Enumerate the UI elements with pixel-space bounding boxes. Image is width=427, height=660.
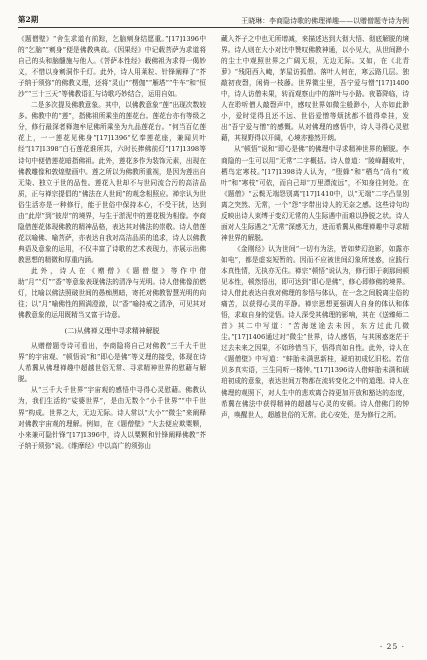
right-column xyxy=(221,34,409,634)
left-column xyxy=(18,34,206,634)
body-paragraph: 藏入芥子之中也无所增减，来描述达到大彻大悟、彻底解脱的境界。诗人则在大小对比中赞叹佛教神通，以小见大，从世间渺小的尘土中观照世界之广阔无垠，无边无际。又如，在《北青萝》“残阳西入崦，茅屋访孤僧。落叶人何在，寒云路几层。独敲初夜磬，闲倚一枝藤。世界微尘里，吾宁爱与憎”[17]1400中，诗人访僧未果，转而观察山中的落叶与小路。夜幕降临，诗人在聆听僧人敲磬声中，感叹世界如微尘般渺小，人亦如此渺小，爱时觉得且还不远、世俗爱憎等烦扰都不值得牵挂，发出“吾宁爱与憎”的感慨。从对佛理的感悟中，诗人寻得心灵慰藉，其视野得以开阔，心境亦豁然开朗。 xyxy=(221,35,409,143)
body-paragraph: 二是多次提及佛教意象。其中，以佛教意象“莲”出现次数较多。佛教中的“莲”，指佛祖所乘坐的莲花台。莲花台亦有等级之分，修行最深者释迦牟尼佛所乘坐为九品莲花台。“何当百亿莲花上，一一莲花见佛身”[17]1396“忆奉莲花座，兼闻贝叶经”[17]1398“白石莲花谁所共，六时长捧佛前灯”[17]1398等诗句中便借莲花暗指佛祖。此外，莲花多作为装饰元素，出现在佛教雕像和敦煌壁画中。莲之所以为佛教所重视，是因为莲出自无染、独立于世的品性。莲花入世却不与世同流合污的高洁品质，正与禅宗提倡的“佛法在人世间”的观念相照应。禅宗认为世俗生活亦是一种修行，能于世俗中保持本心，不受干扰，达到由“此岸”到“彼岸”的境界，与生于淤泥中的莲花极为相像。李商隐借莲花体现佛教的精神品格，表达其对佛法的崇敬。诗人借莲花以喻佛、喻菩萨，亦表达自我对高洁品质的追求，诗人以佛教典语及意象的运用，不仅丰富了诗歌的艺术表现力，亦展示出佛教思想的精微和厚重内涵。 xyxy=(18,101,206,264)
running-title: 王晓琳：李商隐诗歌的佛理禅趣——以赠僧题寺诗为例 xyxy=(241,17,409,25)
section-heading: (二)从佛禅义理中寻求精神解脱 xyxy=(64,327,160,336)
article-body xyxy=(18,34,409,634)
body-paragraph: 从“顿悟”说和“即心是佛”的佛理中寻求精神世界的解脱。李商隐的一生可以用“无常”二字概括。诗人曾道：“陵峰翻败叶，栖鸟定寒枝。”[17]1398诗人认为，“堕蜂”和“栖鸟”尚有“败叶”和“寒枝”可依，而自己却“万里漂流远”，不知身往何处。在《题僧》“云鬓无端怨别离”[17]1410中，以“无端”二字凸显别离之突然、无常，一个“怨”字带出诗人的无奈之感。这些诗句均反映出诗人束缚于变幻无常的人生际遇中而难以挣脱之状。诗人面对人生际遇之“无常”深感无力，进而希冀从佛理禅趣中寻求精神世界的解脱。 xyxy=(221,145,409,242)
running-header xyxy=(18,8,409,28)
body-paragraph: 《题僧壁》“舍生求道有前踪，乞脑剜身结愿重。”[17]1396中的“乞脑”“剜身”便是佛教典故。《因果经》中记载菩萨为求道将自己的头和脑髓施与他人。《菩萨本性经》载佛祖为求得一偈妙义，不惜以身剜洞作千灯。此外，诗人用莱粒、针锋阐释了“芥子纳于须弥”的佛教义理，还将“灵山”“楞伽”“雁塔”“牛车”和“恒沙”“三十三天”等佛教语汇与诗歌巧妙结合，运用自如。 xyxy=(18,35,206,99)
body-paragraph: 《金刚经》认为世间“一切有为法，皆如梦幻泡影，如露亦如电”，都是虚妄短暂的。因而不应被世间幻象所迷惑，应践行本真性情，无执亦无住。禅宗“顿悟”说认为，修行即于刹那间顿见本性，顿然悟出，即可达到“即心是佛”，修心即修佛的境界。诗人借此表达自我对佛理的参悟与体认，在一念之间脱离尘俗的痛苦，以获得心灵的平静。禅宗思想更强调人自身的体认和体悟，求取自身的觉悟。诗人深受其佛理的影响，其在《送臻师二首》其二中写道：“苦海迷途去未因，东方过此几微尘。”[17]1406通过对“微尘”世界，诗人感悟，与其困惑迷茫于过去未来之因果，不如珍惜当下，悟得真如自性。此外，诗人在《题僧壁》中写道：“蚌胎未满思新桂，琥珀初成忆旧松。若信贝多真实语，三生同听一楼钟。”[17]1396诗人借蚌胎未满和琥珀初成的意象，表达世间万物都在流转变化之中的道理。诗人在佛理的观照下，对人生中的悲欢离合持更加开放和豁达的态度，希冀在佛法中获得精神的超越与心灵的安顿。诗人借佛门的钟声，唤醒世人，超越世俗的无常。此心安处，是为修行之所。 xyxy=(221,244,409,419)
page-number: · 25 · xyxy=(379,642,405,651)
issue-number: 第2期 xyxy=(18,15,39,24)
body-paragraph: 从“三千大千世界”宇宙观的感悟中寻得心灵慰藉。佛教认为，我们生活的“娑婆世界”，是由无数个“小千世界”“中千世界”构成。世界之大，无边无际。诗人常以“大小”“微尘”来阐释对佛教宇宙观的理解。例如，在《题僧壁》“大去便应欺粟颗，小来兼可隐针锋”[17]1396中，诗人以粟颗和针锋阐释佛教“芥子纳于须弥”说。《维摩经》中以高广的须弥山 xyxy=(18,386,206,450)
body-paragraph: 从赠僧题寺诗可看出，李商隐将自己对佛教“三千大千世界”的宇宙观、“顿悟说”和“即心是佛”等义理的接受，体现在诗人希冀从佛理禅趣中超越世俗无常、寻求精神世界的慰藉与解脱。 xyxy=(18,342,206,384)
body-paragraph: 此外，诗人在《赠僧》《题僧壁》等作中借助“月”“灯”“香”等意象表现佛法的清净与光明。诗人借佛像前燃灯，比喻以佛法照破世间的愚痴黑暗，寄托对佛教智慧光明的向往；以“月”喻佛性的圆满澄澈，以“香”喻持戒之清净，可见其对佛教意象的运用既精当又富于诗意。 xyxy=(18,266,206,320)
